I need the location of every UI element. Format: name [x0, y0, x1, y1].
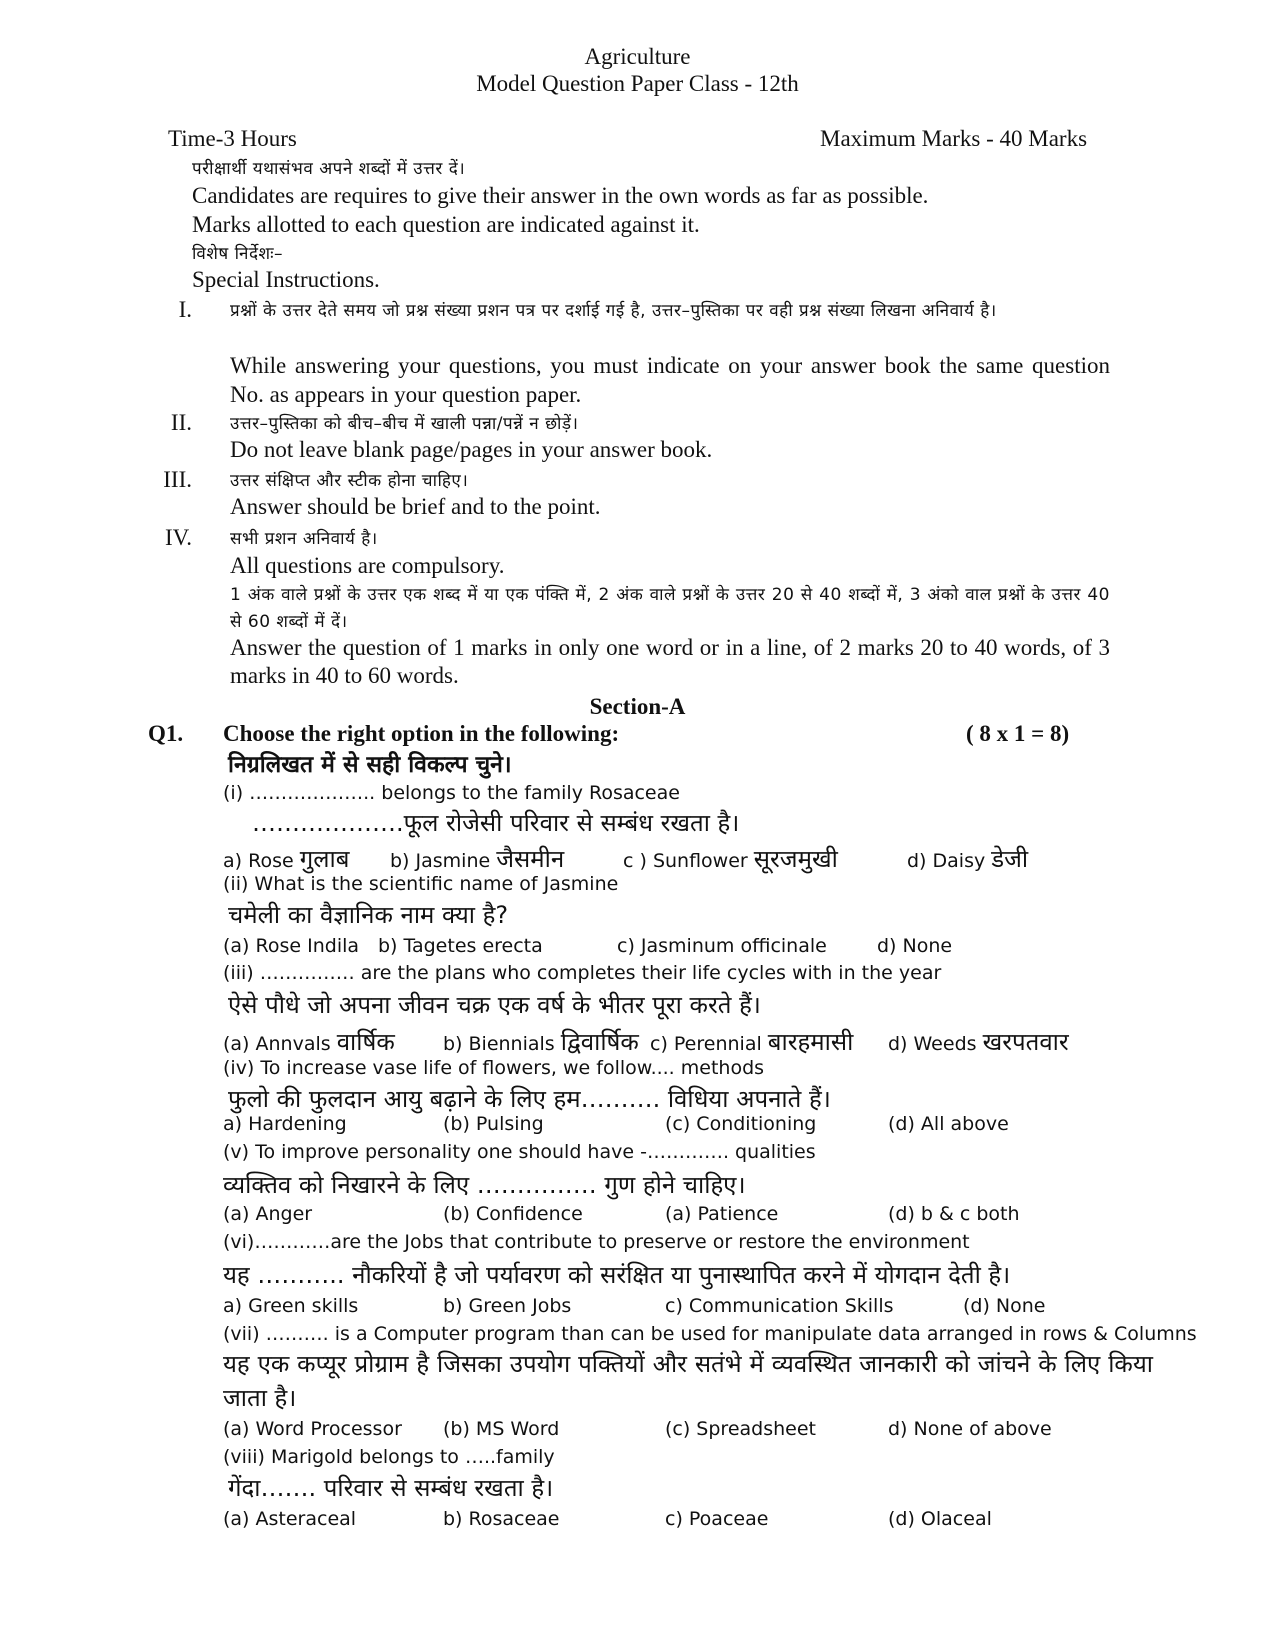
option-b: (b) Confidence: [443, 1203, 583, 1225]
option-c: (a) Patience: [665, 1203, 779, 1225]
option-hindi: बारहमासी: [767, 1028, 854, 1056]
question-text: (ii) What is the scientific name of Jasmine: [223, 873, 619, 895]
question-text: (i) ……………….. belongs to the family Rosaceae: [223, 782, 680, 804]
option-b: b) Green Jobs: [443, 1295, 572, 1317]
question-heading: Choose the right option in the following:: [223, 721, 620, 746]
option-a: (a) Anger: [223, 1203, 313, 1225]
question-text: (viii) Marigold belongs to …..family: [223, 1446, 555, 1468]
instruction-english: Answer should be brief and to the point.: [230, 494, 601, 519]
option-hindi: खरपतवार: [982, 1028, 1069, 1056]
question-text-hindi: व्यक्तिव को निखारने के लिए …………… गुण होने चाहिए।: [223, 1171, 746, 1199]
instruction-english-marks: Answer the question of 1 marks in only one word or in a line, of 2 marks 20 to 40 words, of 3 marks in 40 to 60 words.: [230, 635, 1110, 688]
option-hindi: सूरजमुखी: [753, 845, 838, 873]
question-number: Q1.: [148, 721, 184, 746]
question-heading-hindi: निग्रलिखत में से सही विकल्प चुने।: [228, 752, 512, 778]
instruction-number: IV.: [164, 525, 192, 550]
option-label: d) Weeds: [888, 1033, 977, 1055]
option-c: c) Communication Skills: [665, 1295, 894, 1317]
instruction-number: III.: [163, 467, 192, 492]
instruction-hindi: प्रश्नों के उत्तर देते समय जो प्रश्न संख्या प्रशन पत्र पर दर्शाई गई है, उत्तर–पुस्तिका पर वही प्रश्न संख्या लिखना अनिवार्य है।: [230, 301, 997, 321]
question-marks: ( 8 x 1 = 8): [966, 721, 1070, 746]
question-text-hindi: ऐसे पौधे जो अपना जीवन चक्र एक वर्ष के भीतर पूरा करते हैं।: [228, 991, 761, 1019]
option-hindi: जैसमीन: [496, 845, 565, 873]
option-label: (a) Annvals: [223, 1033, 331, 1055]
max-marks-label: Maximum Marks - 40 Marks: [820, 126, 1088, 151]
question-text-hindi: गेंदा……. परिवार से सम्बंध रखता है।: [228, 1474, 554, 1502]
option-a: (a) Word Processor: [223, 1418, 402, 1440]
time-label: Time-3 Hours: [168, 126, 297, 151]
instruction-hindi: उत्तर संक्षिप्त और स्टीक होना चाहिए।: [230, 471, 469, 491]
instruction-english: While answering your questions, you must indicate on your answer book the same question No. as appears in your question paper.: [230, 353, 1110, 407]
question-text-hindi: चमेली का वैज्ञानिक नाम क्या है?: [228, 901, 509, 929]
option-b: (b) Pulsing: [443, 1113, 544, 1135]
question-text: (vi)…………are the Jobs that contribute to preserve or restore the environment: [223, 1231, 970, 1253]
question-text: (iii) …………… are the plans who completes their life cycles with in the year: [223, 962, 942, 984]
option-d: (d) Olaceal: [888, 1508, 992, 1530]
option-b: [390, 842, 564, 875]
option-a: [223, 842, 349, 875]
option-d: d) None of above: [888, 1418, 1052, 1440]
option-hindi: डेजी: [991, 845, 1029, 873]
option-label: c ) Sunflower: [623, 850, 748, 872]
instruction-number: II.: [170, 410, 192, 435]
option-a: a) Green skills: [223, 1295, 359, 1317]
question-text: (iv) To increase vase life of flowers, we follow.... methods: [223, 1057, 765, 1079]
option-a: (a) Rose Indila: [223, 935, 360, 957]
instruction-hindi: सभी प्रशन अनिवार्य है।: [230, 529, 378, 549]
option-b: [443, 1025, 639, 1058]
option-hindi: द्विवार्षिक: [560, 1028, 639, 1056]
hindi-own-words: परीक्षार्थी यथासंभव अपने शब्दों में उत्तर दें।: [192, 159, 466, 179]
option-label: d) Daisy: [907, 850, 986, 872]
option-d: (d) All above: [888, 1113, 1009, 1135]
option-label: c) Perennial: [650, 1033, 762, 1055]
option-label: b) Jasmine: [390, 850, 491, 872]
question-text: (vii) ………. is a Computer program than can be used for manipulate data arranged in rows & Columns: [223, 1323, 1197, 1345]
instruction-english: Do not leave blank page/pages in your answer book.: [230, 437, 713, 462]
option-c: (c) Spreadsheet: [665, 1418, 816, 1440]
option-c: (c) Conditioning: [665, 1113, 817, 1135]
own-words-instruction: Candidates are requires to give their answer in the own words as far as possible.: [192, 183, 929, 208]
option-label: a) Rose: [223, 850, 294, 872]
instruction-hindi: उत्तर–पुस्तिका को बीच–बीच में खाली पन्ना/पन्नें न छोड़ें।: [230, 414, 579, 434]
option-c: c) Poaceae: [665, 1508, 769, 1530]
marks-instruction: Marks allotted to each question are indicated against it.: [192, 212, 700, 237]
option-a: [223, 1025, 395, 1058]
question-text-hindi: यह ……….. नौकरियों है जो पर्यावरण को सरंक्षित या पुनास्थापित करने में योगदान देती है।: [223, 1261, 1011, 1289]
instruction-number: I.: [178, 297, 192, 322]
option-a: a) Hardening: [223, 1113, 347, 1135]
instruction-hindi-marks: 1 अंक वाले प्रश्नों के उत्तर एक शब्द में या एक पंक्ति में, 2 अंक वाले प्रश्नों के उत्तर 20 से 40 शब्दों में, 3 अंको वाल प्रश्नों के उत्तर 40 से 60 शब्दों में दें।: [230, 585, 1110, 632]
option-c: c) Jasminum officinale: [617, 935, 827, 957]
question-text: (v) To improve personality one should have -…………. qualities: [223, 1141, 816, 1163]
option-label: b) Biennials: [443, 1033, 555, 1055]
hindi-special-heading: विशेष निर्देशः–: [192, 244, 284, 264]
option-b: b) Rosaceae: [443, 1508, 560, 1530]
option-d: [907, 842, 1028, 875]
subject-title: Agriculture: [584, 44, 691, 69]
option-b: (b) MS Word: [443, 1418, 560, 1440]
option-d: (d) b & c both: [888, 1203, 1020, 1225]
option-hindi: गुलाब: [299, 845, 350, 873]
paper-title: Model Question Paper Class - 12th: [476, 71, 799, 96]
option-d: (d) None: [963, 1295, 1046, 1317]
option-hindi: वार्षिक: [336, 1028, 395, 1056]
option-d: [888, 1025, 1069, 1058]
option-a: (a) Asteraceal: [223, 1508, 357, 1530]
instruction-english: All questions are compulsory.: [230, 553, 505, 578]
option-d: d) None: [877, 935, 953, 957]
question-text-hindi: फुलो की फुलदान आयु बढ़ाने के लिए हम………. विधिया अपनाते हैं।: [228, 1085, 831, 1113]
option-c: [623, 842, 838, 875]
question-text-hindi: ……………….फूल रोजेसी परिवार से सम्बंध रखता है।: [252, 809, 740, 837]
option-b: b) Tagetes erecta: [378, 935, 543, 957]
question-text-hindi: यह एक कप्यूर प्रोग्राम है जिसका उपयोग पक्तियों और सतंभे में व्यवस्थित जानकारी को जांचने के लिए किया जाता है।: [223, 1350, 1153, 1412]
special-instructions-heading: Special Instructions.: [192, 267, 380, 292]
option-c: [650, 1025, 853, 1058]
section-title: Section-A: [589, 694, 686, 719]
